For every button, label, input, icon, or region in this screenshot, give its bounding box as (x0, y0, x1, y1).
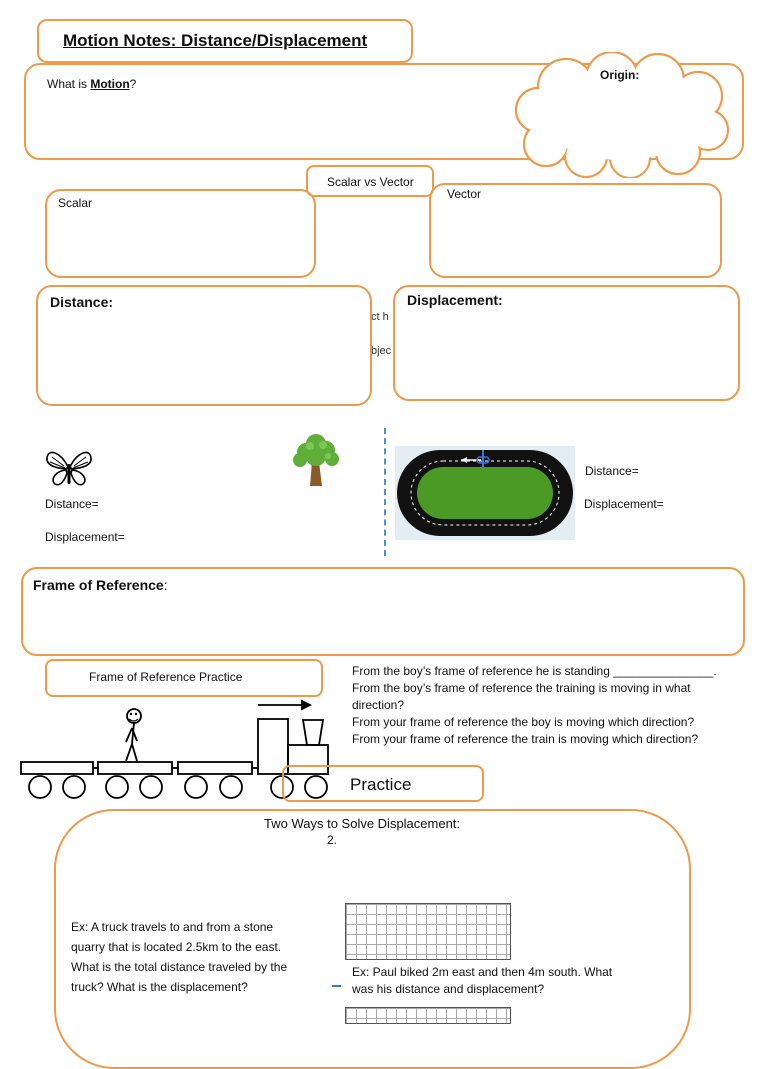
scalar-vector-header: Scalar vs Vector (327, 175, 414, 189)
distance-label: Distance (50, 294, 109, 310)
practice-label: Practice (350, 775, 412, 794)
frame-practice-questions (352, 663, 717, 748)
hidden-fragment-1: ct h (371, 311, 389, 323)
example-line: quarry that is located 2.5km to the east. (71, 940, 282, 954)
hidden-fragment-2: bjec (371, 345, 392, 357)
motion-prompt-after: ? (129, 77, 137, 91)
question-line: From the boy’s frame of reference he is standing _______________. (352, 664, 717, 678)
example-line: was his distance and displacement? (352, 982, 545, 996)
motion-prompt (47, 77, 136, 91)
track-displacement: Displacement= (584, 497, 664, 511)
frame-of-reference-label: Frame of Reference (33, 577, 164, 593)
question-line: From your frame of reference the boy is moving which direction? (352, 715, 695, 729)
question-line: From the boy’s frame of reference the training is moving in what (352, 681, 691, 695)
dashed-divider (384, 428, 386, 556)
graph-grid-top (345, 903, 511, 960)
example-line: Ex: A truck travels to and from a stone (71, 920, 274, 934)
distance-heading (50, 294, 113, 310)
frame-of-reference-heading (33, 577, 168, 593)
example-marker (332, 985, 341, 987)
butterfly-icon (45, 450, 93, 488)
displacement-heading (407, 292, 503, 308)
question-line: direction? (352, 698, 405, 712)
question-line: From your frame of reference the train is moving which direction? (352, 732, 699, 746)
scalar-label: Scalar (58, 196, 93, 210)
motion-keyword: Motion (90, 77, 130, 91)
example-truck (71, 917, 287, 997)
vector-label: Vector (447, 187, 482, 201)
displacement-method-number: 2. (327, 833, 338, 847)
example-line: What is the total distance traveled by the (71, 960, 288, 974)
example-line: truck? What is the displacement? (71, 980, 248, 994)
tree-icon (288, 432, 344, 488)
origin-label: Origin: (600, 68, 640, 82)
butterfly-displacement: Displacement= (45, 530, 125, 544)
example-paul (352, 964, 618, 998)
frame-practice-label: Frame of Reference Practice (89, 670, 243, 684)
displacement-label: Displacement (407, 292, 499, 308)
graph-grid-bottom (345, 1007, 511, 1024)
track-distance: Distance= (585, 464, 639, 478)
displacement-colon: : (498, 292, 503, 308)
race-track-image (395, 446, 575, 540)
page-title: Motion Notes: Distance/Displacement (63, 31, 368, 50)
motion-prompt-before: What is (47, 77, 91, 91)
example-line: Ex: Paul biked 2m east and then 4m south. What (352, 965, 613, 979)
distance-colon: : (108, 294, 114, 310)
displacement-methods-heading: Two Ways to Solve Displacement: (264, 816, 461, 831)
frame-of-reference-colon: : (163, 577, 168, 593)
butterfly-distance: Distance= (45, 497, 99, 511)
